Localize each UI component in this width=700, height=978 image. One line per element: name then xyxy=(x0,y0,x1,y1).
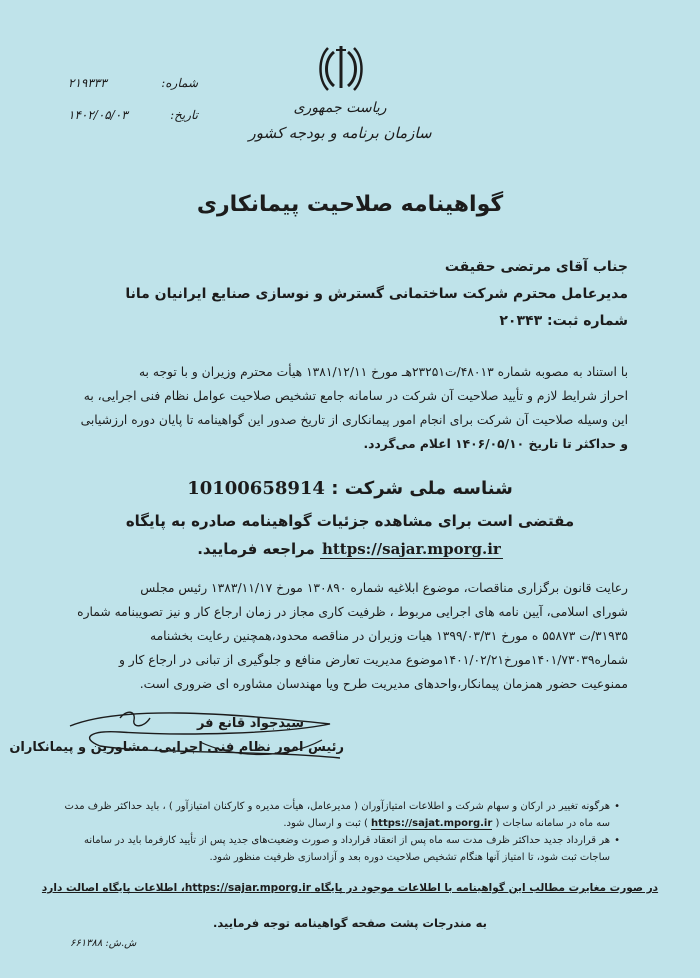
national-id xyxy=(0,478,700,499)
document-title: گواهینامه صلاحیت پیمانکاری xyxy=(196,192,504,217)
letter-number-label: شماره: xyxy=(161,76,198,90)
letter-date-label: تاریخ: xyxy=(170,108,198,122)
body-line: و حداکثر تا تاریخ ۱۴۰۶/۰۵/۱۰ اعلام می‌گردد. xyxy=(363,437,628,451)
addressee-name: جناب آقای مرتضی حقیقت xyxy=(444,259,628,275)
compliance-line: ممنوعیت حضور همزمان پیمانکار،واحدهای مدیریت طرح ویا مهندسان مشاوره ای ضروری است. xyxy=(139,677,628,691)
note-text: هر قرارداد جدید حداکثر ظرف مدت سه ماه پس از انعقاد قرارداد و صورت وضعیت‌های جدید پس از تأیید کارفرما باید در سامانه ساجات ثبت شود، تا امتیاز آنها هنگام تشخیص صلاحیت دوره بعد و آزادسازی ظرفیت منظور شود. xyxy=(84,835,610,863)
serial-number: ش.ش: ۶۶۱۳۸۸ xyxy=(70,938,137,949)
letter-number-value: ۲۱۹۳۳۳ xyxy=(68,76,107,90)
portal-suffix: مراجعه فرمایید. xyxy=(197,540,315,558)
compliance-line: رعایت قانون برگزاری مناقصات، موضوع ابلاغیه شماره ۱۳۰۸۹۰ مورخ ۱۳۸۳/۱۱/۱۷ رئیس مجلس xyxy=(140,581,628,595)
signatory-title: رئیس امور نظام فنی اجرایی، مشاورین و پیمانکاران xyxy=(9,740,344,755)
body-line: این وسیله صلاحیت آن شرکت برای انجام امور پیمانکاری از تاریخ صدور این گواهینامه تا پایان دوره ارزشیابی xyxy=(80,413,628,427)
sajar-portal-link[interactable]: https://sajar.mporg.ir xyxy=(321,540,501,558)
compliance-line: ۳۱۹۳۵/ت ۵۵۸۷۳ ه مورخ ۱۳۹۹/۰۳/۳۱ هیات وزیران در مناقصه محدود،همچنین رعایت بخشنامه xyxy=(150,629,628,643)
letter-date xyxy=(68,108,198,122)
addressee-position: مدیرعامل محترم شرکت ساختمانی گسترش و نوسازی صنایع ایرانیان مانا xyxy=(125,286,628,302)
portal-instruction: مقتضی است برای مشاهده جزئیات گواهینامه صادره به پایگاه xyxy=(125,512,575,530)
letter-date-value: ۱۴۰۲/۰۵/۰۳ xyxy=(68,108,128,122)
registration-number: شماره ثبت: ۲۰۳۴۳ xyxy=(499,313,628,329)
note-text: ) ثبت و ارسال شود. xyxy=(283,818,368,829)
compliance-line: شماره۱۴۰۱/۷۳۰۳۹مورخ۱۴۰۱/۰۲/۲۱موضوع مدیریت تعارض منافع و جلوگیری از تبانی در ارجاع کار و xyxy=(118,653,628,667)
note-item xyxy=(60,832,620,866)
notes-list xyxy=(60,798,620,866)
signature-scribble xyxy=(60,706,350,766)
sajat-link[interactable]: https://sajat.mporg.ir xyxy=(371,818,493,829)
body-line: با استناد به مصوبه شماره ۴۸۰۱۳/ت۲۳۲۵۱هـ مورخ ۱۳۸۱/۱۲/۱۱ هیأت محترم وزیران و با توجه به xyxy=(138,365,628,379)
note-item xyxy=(60,798,620,832)
letter-number xyxy=(68,76,198,90)
body-paragraph xyxy=(68,360,628,456)
back-page-note: به مندرجات پشت صفحه گواهینامه توجه فرمایید. xyxy=(213,916,487,930)
compliance-line: شورای اسلامی، آیین نامه های اجرایی مربوط ، ظرفیت کاری مجاز در زمان ارجاع کار و نیز تصویبنامه شماره xyxy=(77,605,628,619)
portal-instruction-line2 xyxy=(0,540,700,558)
org-line-presidency: ریاست جمهوری xyxy=(293,100,387,116)
iran-emblem-icon xyxy=(316,42,366,94)
signatory-name: سیدجواد قانع فر xyxy=(196,716,304,731)
national-id-value: 10100658914 xyxy=(187,478,325,499)
national-id-label: شناسه ملی شرکت : xyxy=(331,478,513,499)
body-line: احراز شرایط لازم و تأیید صلاحیت آن شرکت در سامانه جامع تشخیص صلاحیت عوامل نظام فنی اجرایی، به xyxy=(83,389,628,403)
note-text: هرگونه تغییر در ارکان و سهام شرکت و اطلاعات امتیازآوران ( مدیرعامل، هیأت مدیره و کارکنان امتیازآور ) ، باید حداکثر ظرف مدت سه ماه در سامانه ساجات ( xyxy=(64,801,610,829)
compliance-paragraph xyxy=(68,576,628,696)
org-line-budget-organization: سازمان برنامه و بودجه کشور xyxy=(248,124,432,142)
validity-warning: در صورت مغایرت مطالب این گواهینامه با اطلاعات موجود در پایگاه https://sajar.mporg.ir، اطلاعات پایگاه اصالت دارد xyxy=(41,882,659,894)
